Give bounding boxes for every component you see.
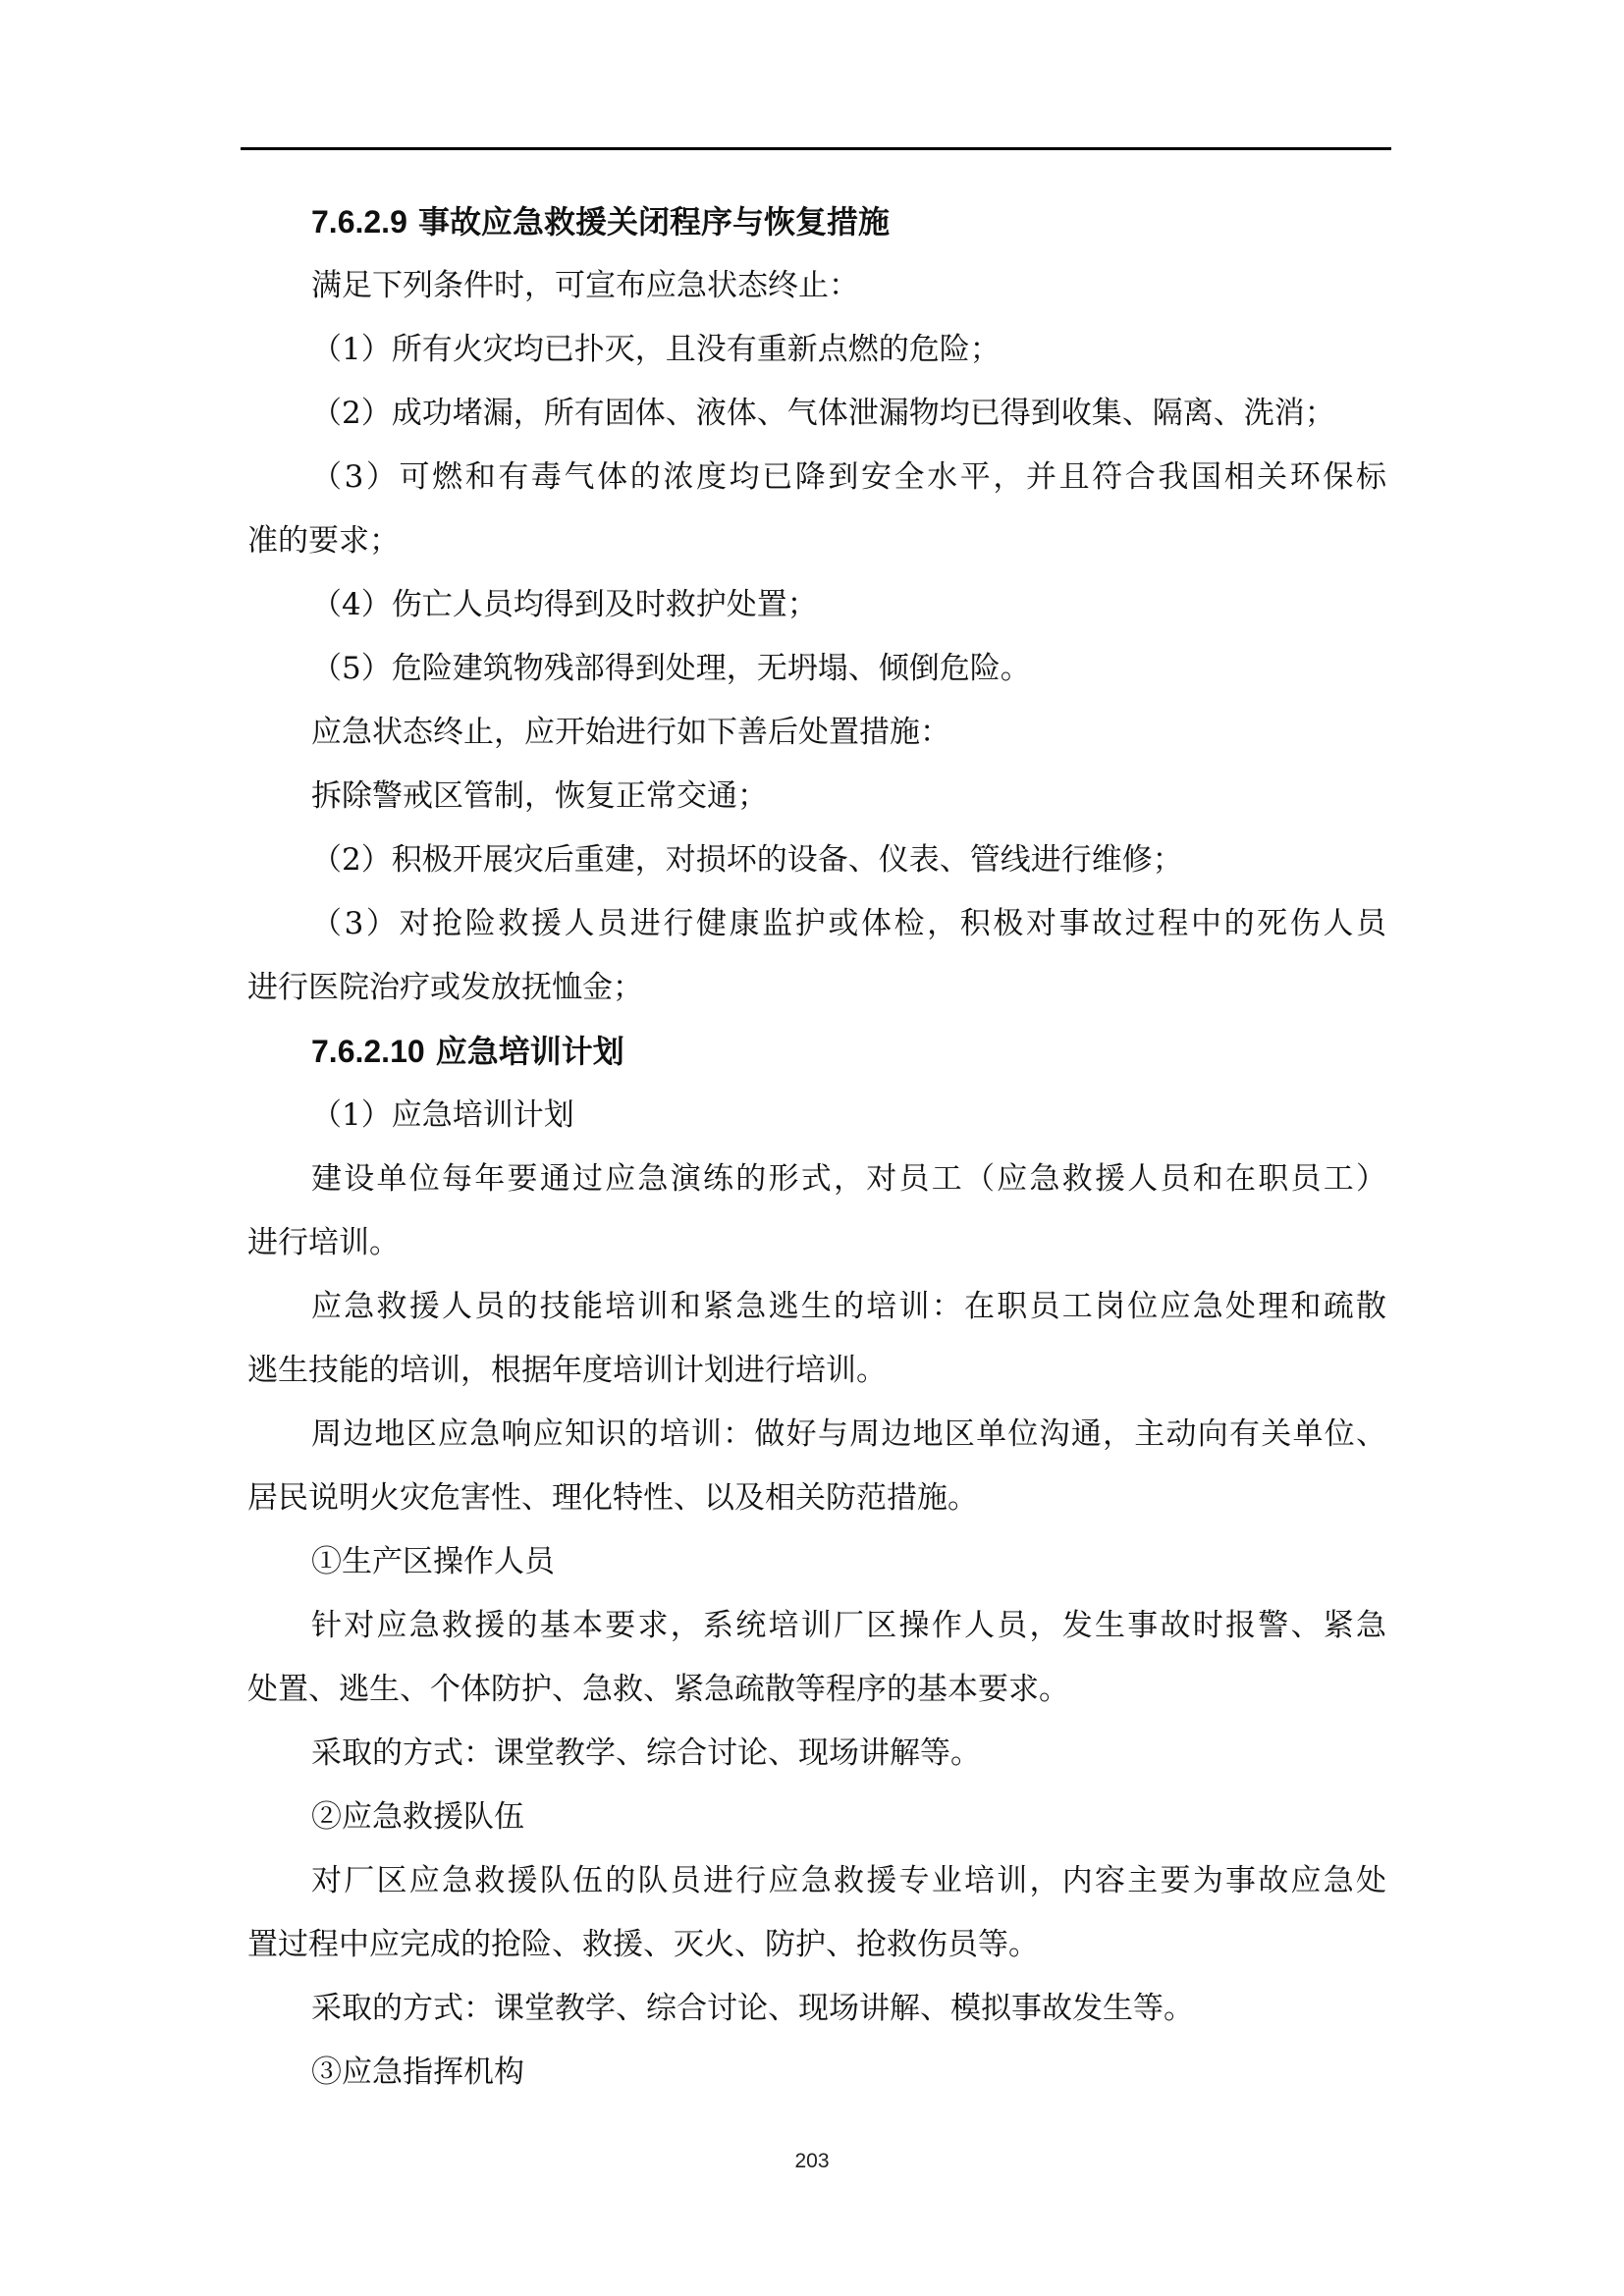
paragraph-cont: 逃生技能的培训，根据年度培训计划进行培训。 [247, 1353, 887, 1388]
section-number: 7.6.2.10 [311, 1034, 425, 1069]
condition-item-4: （4）伤亡人员均得到及时救护处置； [311, 587, 818, 622]
paragraph-cont: 居民说明火灾危害性、理化特性、以及相关防范措施。 [247, 1480, 978, 1516]
measure-item-2: （2）积极开展灾后重建，对损坏的设备、仪表、管线进行维修； [311, 842, 1183, 878]
condition-item-3: （3）可燃和有毒气体的浓度均已降到安全水平，并且符合我国相关环保标 [311, 459, 1386, 495]
header-rule [241, 147, 1391, 150]
paragraph-cont: 处置、逃生、个体防护、急救、紧急疏散等程序的基本要求。 [247, 1672, 1069, 1707]
paragraph: 针对应急救援的基本要求，系统培训厂区操作人员，发生事故时报警、紧急 [311, 1608, 1386, 1643]
measure-item-3: （3）对抢险救援人员进行健康监护或体检，积极对事故过程中的死伤人员 [311, 906, 1386, 941]
section-heading-7-6-2-9 [247, 190, 1386, 254]
section-number: 7.6.2.9 [311, 204, 407, 240]
section-title: 应急培训计划 [435, 1033, 624, 1070]
paragraph: 建设单位每年要通过应急演练的形式，对员工（应急救援人员和在职员工） [311, 1161, 1386, 1197]
subheading: （1）应急培训计划 [311, 1097, 574, 1133]
paragraph: 满足下列条件时，可宣布应急状态终止： [311, 268, 859, 303]
training-method: 采取的方式：课堂教学、综合讨论、现场讲解、模拟事故发生等。 [311, 1991, 1194, 2026]
section-heading-7-6-2-10 [247, 1020, 1386, 1084]
subsection-title-2: ②应急救援队伍 [311, 1799, 524, 1835]
paragraph: 应急状态终止，应开始进行如下善后处置措施： [311, 715, 950, 750]
paragraph: 对厂区应急救援队伍的队员进行应急救援专业培训，内容主要为事故应急处 [311, 1863, 1386, 1898]
paragraph-cont: 置过程中应完成的抢险、救援、灭火、防护、抢救伤员等。 [247, 1927, 1039, 1962]
condition-item-1: （1）所有火灾均已扑灭，且没有重新点燃的危险； [311, 332, 1001, 367]
condition-item-5: （5）危险建筑物残部得到处理，无坍塌、倾倒危险。 [311, 651, 1031, 686]
condition-item-3-cont: 准的要求； [247, 523, 400, 559]
subsection-title-1: ①生产区操作人员 [311, 1544, 555, 1579]
paragraph: 周边地区应急响应知识的培训：做好与周边地区单位沟通，主动向有关单位、 [311, 1416, 1386, 1452]
page-number: 203 [794, 2150, 830, 2172]
page-body [247, 190, 1386, 2105]
paragraph-cont: 进行培训。 [247, 1225, 400, 1260]
section-title: 事故应急救援关闭程序与恢复措施 [418, 203, 891, 240]
measure-item-1: 拆除警戒区管制，恢复正常交通； [311, 778, 768, 814]
condition-item-2: （2）成功堵漏，所有固体、液体、气体泄漏物均已得到收集、隔离、洗消； [311, 396, 1335, 431]
measure-item-3-cont: 进行医院治疗或发放抚恤金； [247, 970, 643, 1005]
training-method: 采取的方式：课堂教学、综合讨论、现场讲解等。 [311, 1735, 981, 1771]
paragraph: 应急救援人员的技能培训和紧急逃生的培训：在职员工岗位应急处理和疏散 [311, 1289, 1386, 1324]
subsection-title-3: ③应急指挥机构 [311, 2055, 524, 2090]
